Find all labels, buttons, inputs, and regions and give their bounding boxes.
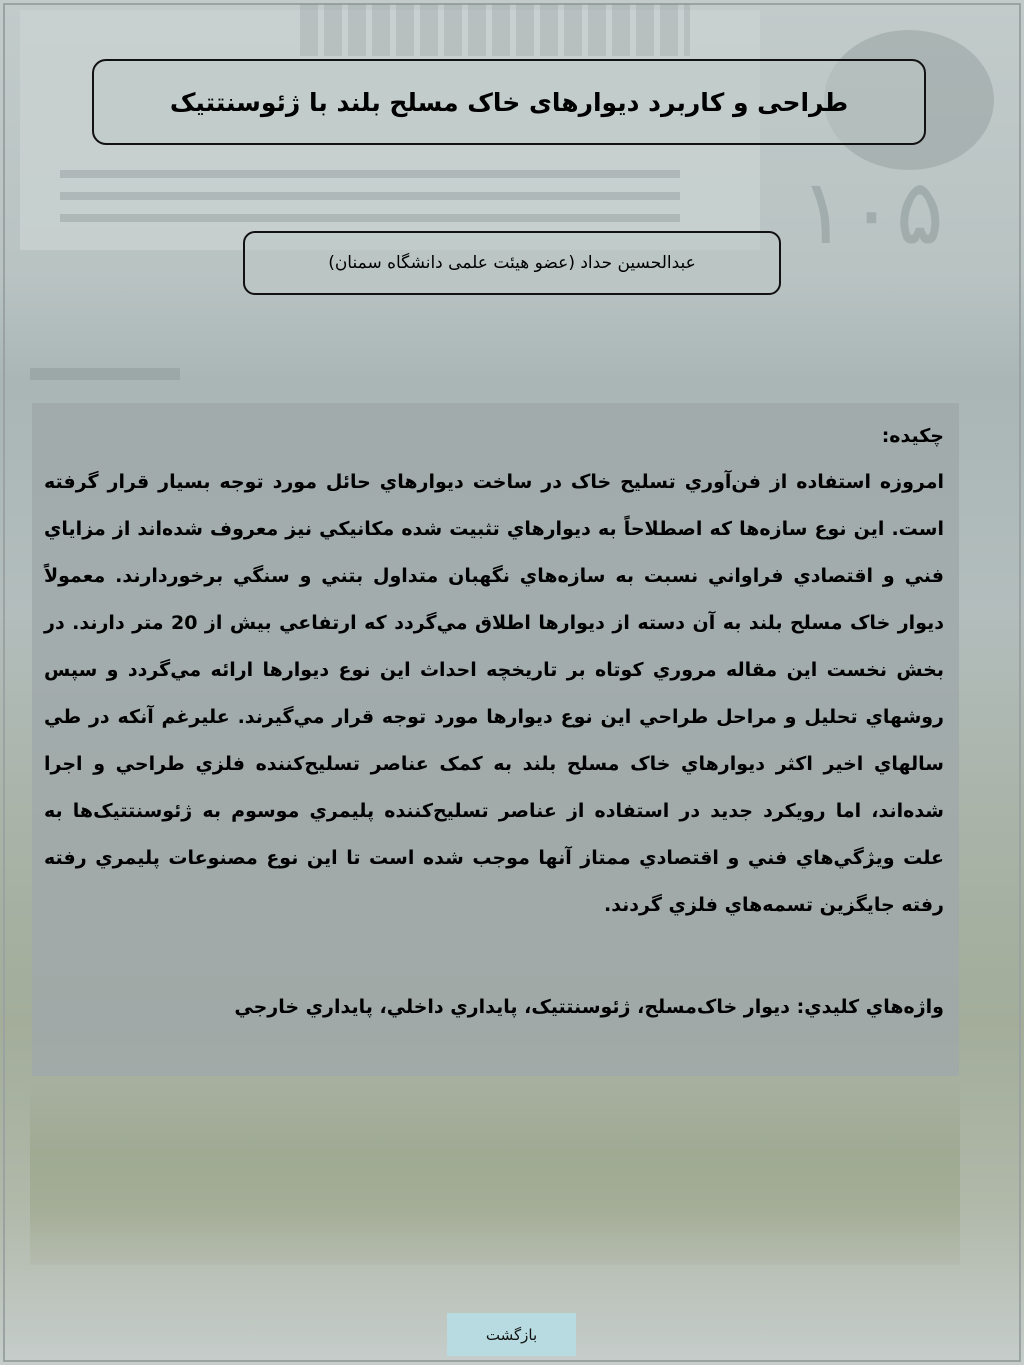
abstract-heading: چکیده: (881, 425, 944, 447)
background-text-lines (60, 170, 680, 230)
back-button[interactable]: بازگشت (447, 1313, 576, 1356)
background-issue-number: ۱۰۵ (798, 160, 944, 265)
author-box (243, 231, 781, 295)
keywords-line: واژه‌هاي کليدي: ديوار خاک‌مسلح، ژئوسنتتيک، پايداري داخلي، پايداري خارجي (234, 996, 944, 1018)
page-title: طراحی و کاربرد دیوارهای خاک مسلح بلند با ژئوسنتتیک (169, 87, 849, 117)
background-landscape-photo (30, 1075, 960, 1265)
abstract-body: امروزه استفاده از فن‌آوري تسليح خاک در ساخت ديوارهاي حائل مورد توجه بسيار قرار گرفته است. اين نوع سازه‌ها که اصطلاحاً به ديوارهاي تثبيت شده مکانيکي نيز معروف شده‌اند از مزاياي فني و اقتصادي فراواني نسبت به سازه‌هاي نگهبان متداول بتني و سنگي برخوردارند. معمولاً ديوار خاک مسلح بلند به آن دسته از ديوارها اطلاق مي‌گردد که ارتفاعي بيش از 20 متر دارند. در بخش نخست اين مقاله مروري کوتاه بر تاريخچه احداث اين نوع ديوارها ارائه مي‌گردد و سپس روشهاي تحليل و مراحل طراحي اين نوع ديوارها مورد توجه قرار مي‌گيرند. عليرغم آنکه در طي سالهاي اخير اکثر ديوارهاي خاک مسلح بلند به کمک عناصر تسليح‌کننده فلزي طراحي و اجرا شده‌اند، اما رويکرد جديد در استفاده از عناصر تسليح‌کننده پليمري موسوم به ژئوسنتتيک‌ها به علت ويژگي‌هاي فني و اقتصادي ممتاز آنها موجب شده است تا اين نوع مصنوعات پليمري رفته رفته جايگزين تسمه‌هاي فلزي گردند. (44, 471, 944, 916)
background-caption (30, 368, 180, 380)
abstract-panel (32, 403, 959, 1076)
background-title-band (300, 4, 690, 56)
author-line: عبدالحسین حداد (عضو هیئت علمی دانشگاه سمنان) (328, 253, 696, 273)
title-box (92, 59, 926, 145)
